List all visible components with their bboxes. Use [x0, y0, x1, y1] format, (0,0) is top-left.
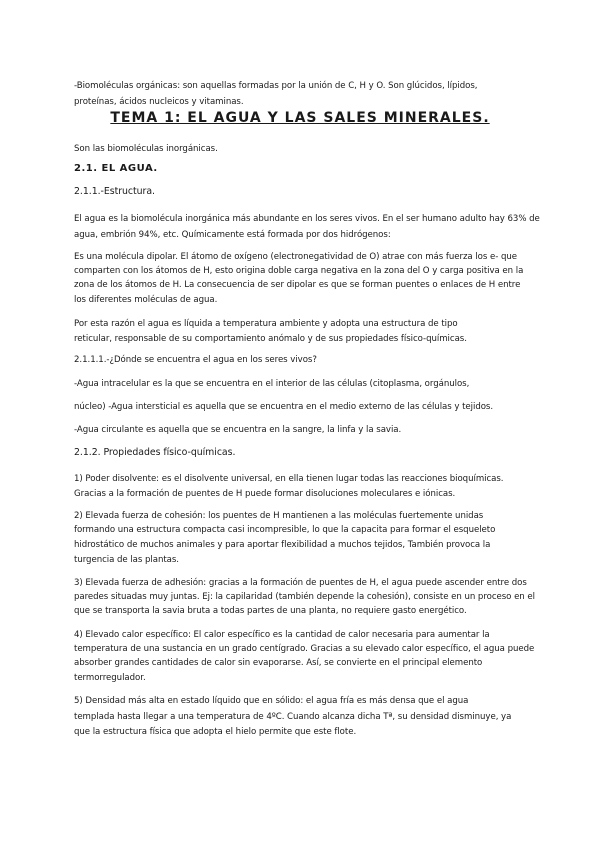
paragraph-line: -Agua circulante es aquella que se encuentra en la sangre, la linfa y la savia. [74, 425, 402, 435]
paragraph-line: reticular, responsable de su comportamiento anómalo y de sus propiedades físico-químicas. [74, 334, 467, 344]
paragraph-line: agua, embrión 94%, etc. Químicamente está formada por dos hidrógenos: [74, 230, 391, 240]
paragraph-line: 2) Elevada fuerza de cohesión: los puentes de H mantienen a las moléculas fuertemente unidas [74, 511, 484, 521]
paragraph-line: núcleo) -Agua intersticial es aquella que se encuentra en el medio externo de las células y tejidos. [74, 402, 494, 412]
text-line: -Biomoléculas orgánicas: son aquellas formadas por la unión de C, H y O. Son glúcidos, lípidos, [74, 81, 478, 91]
paragraph-line: 5) Densidad más alta en estado líquido que en sólido: el agua fría es más densa que el agua [74, 696, 469, 706]
subsection-heading: 2.1.2. Propiedades físico-químicas. [74, 447, 236, 458]
paragraph-line: comparten con los átomos de H, esto origina doble carga negativa en la zona del O y carga positiva en la [74, 266, 524, 276]
paragraph-line: formando una estructura compacta casi incompresible, lo que la capacita para formar el esqueleto [74, 525, 496, 535]
paragraph-line: paredes situadas muy juntas. Ej: la capilaridad (también depende la cohesión), consiste en un proceso en el [74, 592, 535, 602]
paragraph-line: -Agua intracelular es la que se encuentra en el interior de las células (citoplasma, orgánulos, [74, 379, 470, 389]
paragraph-line: 3) Elevada fuerza de adhesión: gracias a la formación de puentes de H, el agua puede ascender entre dos [74, 578, 527, 588]
section-heading: 2.1. EL AGUA. [74, 163, 158, 174]
paragraph-line: Es una molécula dipolar. El átomo de oxígeno (electronegatividad de O) atrae con más fuerza los e- que [74, 252, 517, 262]
paragraph-line: termorregulador. [74, 673, 146, 683]
paragraph-line: 4) Elevado calor específico: El calor específico es la cantidad de calor necesaria para aumentar la [74, 630, 490, 640]
intro-text: Son las biomoléculas inorgánicas. [74, 144, 218, 154]
subsection-heading: 2.1.1.-Estructura. [74, 186, 155, 197]
paragraph-line: que se transporta la savia bruta a todas partes de una planta, no requiere gasto energético. [74, 606, 467, 616]
text-line: proteínas, ácidos nucleicos y vitaminas. [74, 97, 244, 107]
paragraph-line: absorber grandes cantidades de calor sin evaporarse. Así, se convierte en el principal elemento [74, 658, 483, 668]
paragraph-line: hidrostático de muchos animales y para aportar flexibilidad a muchos tejidos, También provoca la [74, 540, 491, 550]
paragraph-line: Por esta razón el agua es líquida a temperatura ambiente y adopta una estructura de tipo [74, 319, 458, 329]
page-title: TEMA 1: EL AGUA Y LAS SALES MINERALES. [110, 110, 490, 126]
paragraph-line: Gracias a la formación de puentes de H puede formar disoluciones moleculares e iónicas. [74, 489, 456, 499]
paragraph-line: templada hasta llegar a una temperatura de 4ºC. Cuando alcanza dicha Tª, su densidad disminuye, ya [74, 712, 512, 722]
paragraph-line: turgencia de las plantas. [74, 555, 179, 565]
subsection-heading: 2.1.1.1.-¿Dónde se encuentra el agua en los seres vivos? [74, 355, 317, 365]
paragraph-line: que la estructura física que adopta el hielo permite que este flote. [74, 727, 357, 737]
paragraph-line: temperatura de una sustancia en un grado centígrado. Gracias a su elevado calor específico, el agua puede [74, 644, 535, 654]
paragraph-line: 1) Poder disolvente: es el disolvente universal, en ella tienen lugar todas las reacciones bioquímicas. [74, 474, 504, 484]
paragraph-line: los diferentes moléculas de agua. [74, 295, 218, 305]
paragraph-line: zona de los átomos de H. La consecuencia de ser dipolar es que se forman puentes o enlaces de H entre [74, 280, 521, 290]
paragraph-line: El agua es la biomolécula inorgánica más abundante en los seres vivos. En el ser humano adulto hay 63% de [74, 214, 540, 224]
